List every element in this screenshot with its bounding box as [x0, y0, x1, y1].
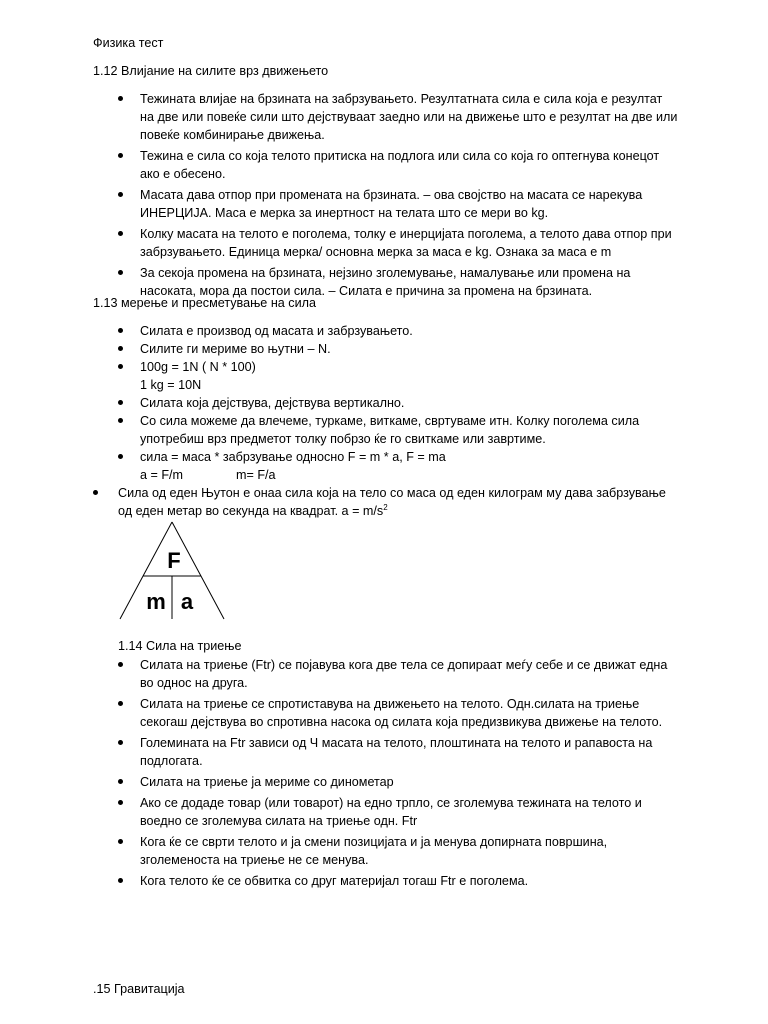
list-item: [118, 322, 678, 340]
bullet-text: Кога телото ќе се обвитка со друг материјал тогаш Ftr е поголема.: [140, 874, 529, 888]
list-item: [118, 186, 678, 222]
bullet-text: Силата на триење се спротиставува на движењето на телото. Одн.силата на триење секогаш дејствува во спротивна насока од силата која предизвикува движење на телото.: [140, 697, 663, 729]
formula-line: [140, 466, 678, 484]
section-heading-1-15: .15 Гравитација: [93, 982, 185, 996]
bullet-text: 1 kg = 10N: [140, 378, 202, 392]
triangle-label-a: a: [180, 589, 194, 614]
list-item: [118, 340, 678, 358]
bullet-text: Тежина е сила со која телото притиска на подлога или сила со која го оптегнува конецот ако е обесено.: [140, 149, 660, 181]
bullet-text: сила = маса * забрзување односно F = m * a, F = ma: [140, 450, 446, 464]
document-title: Физика тест: [93, 36, 164, 50]
triangle-label-f: F: [167, 548, 181, 573]
bullet-text: 100g = 1N ( N * 100): [140, 360, 256, 374]
list-item: [118, 358, 678, 394]
list-item: [118, 773, 678, 791]
bullet-text: Силите ги мериме во њутни – N.: [140, 342, 331, 356]
list-item: [118, 734, 678, 770]
bullet-text: Силата која дејствува, дејствува вертикално.: [140, 396, 405, 410]
triangle-label-m: m: [146, 589, 166, 614]
list-item: [118, 695, 678, 731]
force-triangle-svg: [118, 520, 226, 622]
bullet-text: Кога ќе се сврти телото и ја смени позицијата и ја менува допирната површина, зголеменоста на триење не се менува.: [140, 835, 608, 867]
force-triangle-diagram: [118, 520, 226, 622]
list-item: [118, 394, 678, 412]
bullet-text: Силата на триење (Ftr) се појавува кога две тела се допираат меѓу себе и се движат една во однос на друга.: [140, 658, 668, 690]
section-1-12-list: [118, 90, 678, 300]
list-item: [118, 833, 678, 869]
list-item: [118, 225, 678, 261]
section-heading-1-13: 1.13 мерење и пресметување на сила: [93, 296, 316, 310]
list-item: [118, 147, 678, 183]
list-item: [118, 448, 678, 484]
bullet-text: Колку масата на телото е поголема, толку е инерцијата поголема, а телото дава отпор при забрзувањето. Единица мерка/ основна мерка за маса е kg. Ознака за маса е m: [140, 227, 672, 259]
section-1-13-outer-list: [93, 484, 683, 520]
bullet-text: Сила од еден Њутон е онаа сила која на тело со маса од еден килограм му дава забрзување од еден метар во секунда на квадрат. a = m/s: [118, 486, 666, 518]
list-item: [118, 872, 678, 890]
section-heading-1-12: 1.12 Влијание на силите врз движењето: [93, 64, 329, 78]
bullet-text: Тежината влијае на брзината на забрзувањето. Резултатната сила е сила која е резултат на две или повеќе сили што дејствуваат заедно или на движење што е резултат на две или повеќе комбинирање движења.: [140, 92, 678, 142]
bullet-text: Ако се додаде товар (или товарот) на едно трпло, се зголемува тежината на телото и воедно се зголемува силата на триење одн. Ftr: [140, 796, 642, 828]
bullet-text: Масата дава отпор при промената на брзината. – ова својство на масата се нарекува ИНЕРЦИЈА. Маса е мерка за инертност на телата што се мери во kg.: [140, 188, 643, 220]
section-1-14-list: [118, 656, 678, 890]
section-1-13-list: [118, 322, 678, 484]
bullet-text: За секоја промена на брзината, нејзино зголемување, намалување или промена на насоката, мора да постои сила. – Силата е причина за промена на брзината.: [140, 266, 631, 298]
list-item: [118, 794, 678, 830]
bullet-text: Силата на триење ја мериме со динометар: [140, 775, 394, 789]
formula-a: a = F/m: [140, 468, 184, 482]
bullet-text: Големината на Ftr зависи од Ч масата на телото, плоштината на телото и рапавоста на подлогата.: [140, 736, 653, 768]
list-item: [118, 412, 678, 448]
list-item: [118, 90, 678, 144]
section-heading-1-14: 1.14 Сила на триење: [118, 639, 242, 653]
formula-m: m= F/a: [236, 468, 276, 482]
bullet-text: Силата е производ од масата и забрзувањето.: [140, 324, 413, 338]
bullet-text: Со сила можеме да влечеме, туркаме, виткаме, свртуваме итн. Колку поголема сила употребиш врз предметот толку побрзо ќе го свиткаме или завртиме.: [140, 414, 640, 446]
list-item: [93, 484, 683, 520]
list-item: [118, 656, 678, 692]
superscript: 2: [383, 502, 388, 512]
